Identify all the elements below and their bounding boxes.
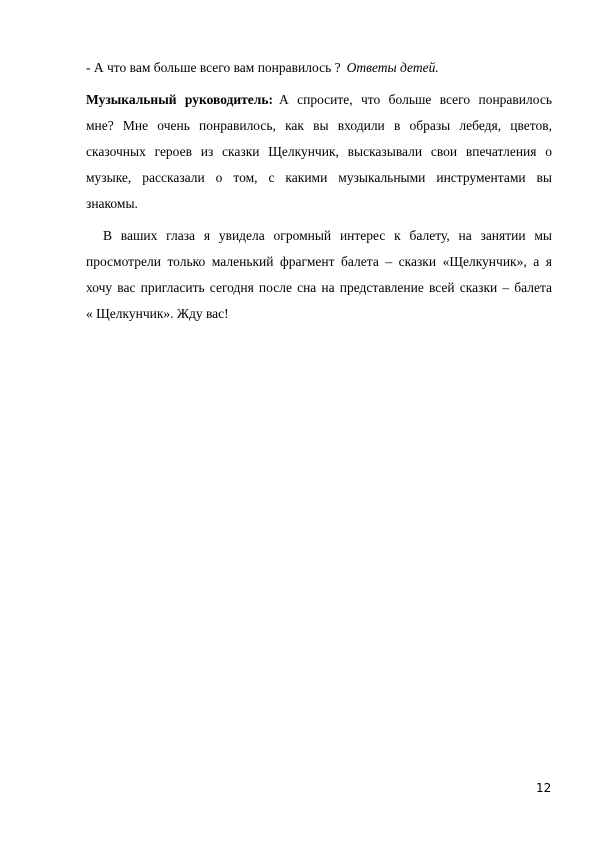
paragraph2-line4: « Щелкунчик». Жду вас! <box>86 306 229 321</box>
page-number: 12 <box>536 781 552 795</box>
paragraph2-line1: В ваших глаза я увидела огромный интерес к балету, на занятии мы <box>103 228 552 243</box>
question-text: - А что вам больше всего вам понравилось ? <box>86 60 341 75</box>
answer-note: Ответы детей. <box>346 60 439 75</box>
paragraph1-line2: мне? Мне очень понравилось, как вы входили в образы лебедя, цветов, <box>86 118 552 133</box>
question-line <box>86 58 552 84</box>
speaker-label: Музыкальный руководитель: <box>86 92 273 107</box>
paragraph1-line1-text: А спросите, что больше всего понравилось <box>279 92 552 107</box>
paragraph1-line5: знакомы. <box>86 196 138 211</box>
document-body <box>86 58 552 330</box>
paragraph1-line1 <box>86 90 552 116</box>
paragraph2-line2: просмотрели только маленький фрагмент балета – сказки «Щелкунчик», а я <box>86 254 552 269</box>
paragraph-invitation <box>86 226 552 330</box>
paragraph2-line3: хочу вас пригласить сегодня после сна на представление всей сказки – балета <box>86 280 552 295</box>
paragraph1-line3: сказочных героев из сказки Щелкунчик, высказывали свои впечатления о <box>86 144 552 159</box>
paragraph1-line4: музыке, рассказали о том, с какими музыкальными инструментами вы <box>86 170 552 185</box>
paragraph-music-director <box>86 90 552 220</box>
